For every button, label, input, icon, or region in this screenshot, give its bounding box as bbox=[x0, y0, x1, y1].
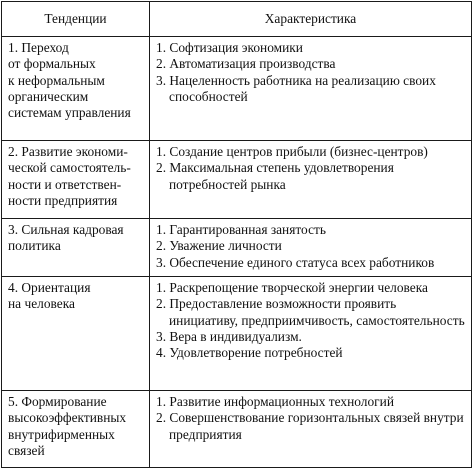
characteristic-item: 2. Совершенствование горизонтальных связей внутри предприятия bbox=[156, 410, 464, 442]
characteristics-cell bbox=[150, 141, 472, 219]
trend-line: связей bbox=[8, 442, 45, 458]
header-characteristics: Характеристика bbox=[150, 2, 472, 37]
trend-line: ности предприятия bbox=[8, 192, 118, 208]
trend-cell bbox=[2, 391, 150, 468]
characteristic-item: 2. Предоставление возможности проявить инициативу, предприимчивость, самостоятельность bbox=[156, 296, 465, 328]
trend-cell bbox=[2, 277, 150, 391]
trend-cell bbox=[2, 141, 150, 219]
trend-line: 3. Сильная кадровая bbox=[8, 222, 124, 237]
trend-line: от формальных bbox=[8, 56, 96, 72]
characteristics-cell bbox=[150, 277, 472, 391]
trend-line: ческой самостоятель- bbox=[8, 160, 131, 176]
characteristic-item: 1. Софтизация экономики bbox=[156, 40, 303, 55]
header-trends: Тенденции bbox=[2, 2, 150, 37]
characteristic-item: 3. Нацеленность работника на реализацию своих способностей bbox=[156, 72, 436, 104]
table-row bbox=[2, 219, 472, 277]
trend-line: 1. Переход bbox=[8, 40, 69, 55]
characteristic-item: 2. Уважение личности bbox=[156, 238, 282, 254]
trend-line: органическим bbox=[8, 88, 89, 104]
characteristic-item: 1. Гарантированная занятость bbox=[156, 222, 326, 237]
characteristic-item: 1. Раскрепощение творческой энергии человека bbox=[156, 280, 428, 295]
characteristic-item: 2. Автоматизация производства bbox=[156, 56, 336, 72]
trend-line: высокоэффективных bbox=[8, 410, 127, 426]
trend-line: системам управления bbox=[8, 105, 131, 121]
characteristic-item: 1. Создание центров прибыли (бизнес-центров) bbox=[156, 144, 428, 159]
trend-line: на человека bbox=[8, 296, 75, 312]
table-row bbox=[2, 37, 472, 141]
characteristics-cell bbox=[150, 37, 472, 141]
trend-line: 4. Ориентация bbox=[8, 280, 91, 295]
trend-line: ности и ответствен- bbox=[8, 176, 122, 192]
table-header-row bbox=[2, 2, 472, 37]
trends-table bbox=[1, 1, 472, 468]
characteristic-item: 2. Максимальная степень удовлетворения потребностей рынка bbox=[156, 160, 394, 192]
trend-line: внутрифирменных bbox=[8, 426, 115, 442]
trend-cell bbox=[2, 37, 150, 141]
characteristics-cell bbox=[150, 391, 472, 468]
trend-line: к неформальным bbox=[8, 72, 105, 88]
characteristics-cell bbox=[150, 219, 472, 277]
trend-cell bbox=[2, 219, 150, 277]
trend-line: 2. Развитие экономи- bbox=[8, 144, 128, 159]
characteristic-item: 4. Удовлетворение потребностей bbox=[156, 345, 343, 361]
characteristic-item: 1. Развитие информационных технологий bbox=[156, 394, 394, 409]
trend-line: политика bbox=[8, 238, 61, 254]
table-row bbox=[2, 277, 472, 391]
trend-line: 5. Формирование bbox=[8, 394, 107, 409]
table-row bbox=[2, 391, 472, 468]
characteristic-item: 3. Обеспечение единого статуса всех работников bbox=[156, 254, 435, 270]
characteristic-item: 3. Вера в индивидуализм. bbox=[156, 328, 302, 344]
table-row bbox=[2, 141, 472, 219]
